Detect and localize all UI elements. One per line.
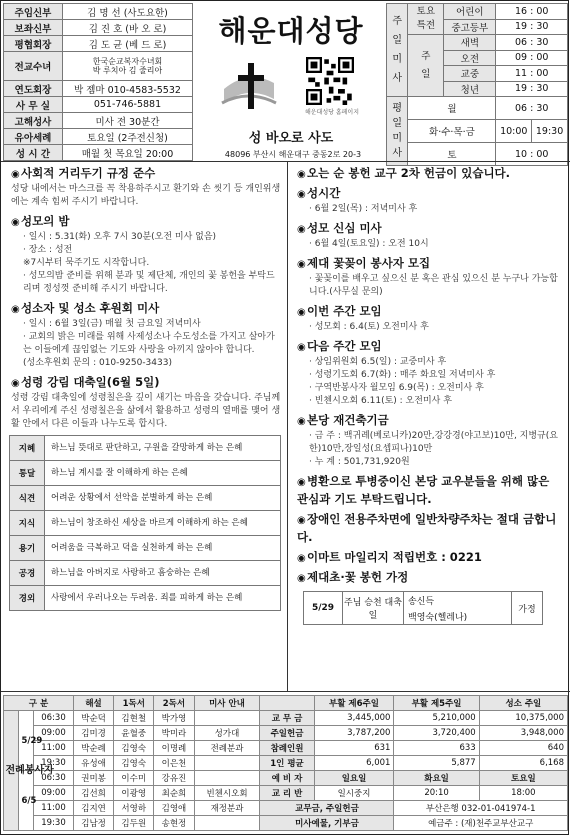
notice-altar-flowers (297, 569, 562, 625)
reader-1: 윤혈중 (114, 726, 154, 741)
reader-2: 강유진 (154, 771, 194, 786)
staff-name: 매월 첫 목요일 20:00 (63, 145, 193, 161)
notice-line: · 구역반봉사자 월모임 6.9(목) : 오전미사 후 (309, 383, 484, 393)
sisters-names: 박 루치아 김 줄리아 (92, 66, 163, 75)
mass-time: 19:30 (34, 756, 74, 771)
gift-name: 지식 (10, 511, 45, 536)
bullet-icon: ◉ (297, 553, 306, 564)
notice-line: · 6월 4일(토요일) : 오전 10시 (309, 239, 429, 249)
staff-role: 고해성사 (4, 113, 63, 129)
gift-desc: 어려운 상황에서 선악을 분별하게 하는 은혜 (45, 486, 281, 511)
notice-line: · 일시 : 5.31(화) 오후 7시 30분(오전 미사 없음) (23, 232, 217, 242)
bullet-icon: ◉ (11, 217, 20, 228)
staff-role: 주임신부 (4, 4, 63, 20)
staff-name: 김 진 호 (바 오 로) (63, 20, 193, 36)
sunday-label: 주일 (408, 35, 444, 97)
mass-schedule (386, 3, 568, 166)
date-cell: 6/5 (19, 771, 34, 831)
reader-1: 김두원 (114, 816, 154, 831)
left-column (3, 161, 287, 611)
staff-table (3, 3, 193, 161)
reader-2: 이은천 (154, 756, 194, 771)
staff-role: 성 시 간 (4, 145, 63, 161)
notice-line: (성소후원회 문의 : 010-9250-3433) (23, 358, 172, 368)
liturgy-volunteers-label: 전례봉사자 (4, 711, 19, 831)
notice-body: 성령 강림 대축일에 성령칠은을 깊이 새기는 마음을 갖습니다. 주님께서 우리에게 주신 성령칠은을 삶에서 활용하고 성령의 열매를 맺어 생활 안에서 다른 이들과 나누도록 합시다. (11, 393, 281, 429)
notice-mary-night (11, 213, 281, 296)
sisters-order: 한국순교복자수녀회 (92, 57, 163, 66)
catechumen-label: 예 비 자 (260, 771, 314, 786)
footer-header: 구 분 (4, 696, 74, 711)
staff-role: 유아세례 (4, 129, 63, 145)
staff-role: 전교수녀 (4, 52, 63, 81)
reader-2: 김영애 (154, 801, 194, 816)
finance-value: 631 (314, 741, 394, 756)
notice-second-collection (297, 165, 562, 181)
mass-time: 19 : 30 (496, 81, 568, 97)
mass-time: 11 : 00 (496, 66, 568, 82)
notice-emart (297, 549, 562, 565)
narrator: 유성애 (73, 756, 113, 771)
bullet-icon: ◉ (297, 259, 306, 270)
gift-desc: 하느님이 창조하신 세상을 바르게 이해하게 하는 은혜 (45, 511, 281, 536)
qr-label: 해운대성당 홈페이지 (304, 109, 360, 116)
catechumen-header: 일요일 (314, 771, 394, 786)
finance-value: 6,001 (314, 756, 394, 771)
gift-desc: 하느님 계시를 잘 이해하게 하는 은혜 (45, 461, 281, 486)
staff-name (63, 52, 193, 81)
reader-1: 김영숙 (114, 741, 154, 756)
footer-header: 2독서 (154, 696, 194, 711)
gift-name: 식견 (10, 486, 45, 511)
finance-header: 성소 주일 (479, 696, 567, 711)
weekday-name: 화·수·목·금 (408, 120, 496, 143)
gift-name: 통달 (10, 461, 45, 486)
mass-guide: 전례분과 (194, 741, 260, 756)
footer-header: 해설 (73, 696, 113, 711)
notice-line: · 금 주 : 백귀례(베로니카)20만,강강경(야고보)10만, 지병규(요한)10만,장일성(요셉피나)10만 (309, 431, 558, 454)
catechism-label: 교 리 반 (260, 786, 314, 801)
mass-guide: 성가대 (194, 726, 260, 741)
patron-saint: 성 바오로 사도 (248, 131, 334, 146)
mass-name: 중고등부 (444, 19, 496, 35)
column-divider (287, 161, 288, 691)
mass-guide: 재정분과 (194, 801, 260, 816)
staff-role: 평협회장 (4, 36, 63, 52)
staff-role: 보좌신부 (4, 20, 63, 36)
catechumen-header: 화요일 (394, 771, 479, 786)
narrator: 김미경 (73, 726, 113, 741)
bank-label: 미사예물, 기부금 (260, 816, 394, 831)
qr-code-icon (306, 57, 354, 105)
mass-time: 06:30 (34, 711, 74, 726)
finance-label: 참례인원 (260, 741, 314, 756)
finance-label: 1인 평균 (260, 756, 314, 771)
weekday-mass-label: 평일미사 (387, 97, 408, 166)
notice-building-fund (297, 412, 562, 469)
notice-vocation (11, 300, 281, 370)
parish-logo-icon (218, 59, 278, 117)
catechism-time: 18:00 (479, 786, 567, 801)
staff-name: 미사 전 30분간 (63, 113, 193, 129)
mass-name: 새벽 (444, 35, 496, 51)
saturday-label: 토요 특전 (408, 4, 444, 35)
notice-parking (297, 511, 562, 545)
notice-title: 이번 주간 모임 (307, 304, 382, 318)
bullet-icon: ◉ (297, 477, 306, 488)
narrator: 박순덕 (73, 711, 113, 726)
bulletin-header (196, 3, 386, 161)
bullet-icon: ◉ (11, 169, 20, 180)
catechumen-header: 토요일 (479, 771, 567, 786)
finance-value: 5,877 (394, 756, 479, 771)
flower-feast: 주님 승천 대축일 (343, 592, 404, 625)
gift-desc: 사랑에서 우러나오는 두려움. 죄를 피하게 하는 은혜 (45, 586, 281, 611)
flower-family-label: 가정 (512, 592, 543, 625)
bullet-icon: ◉ (297, 224, 306, 235)
reader-2: 최순희 (154, 786, 194, 801)
reader-2: 이명례 (154, 741, 194, 756)
bullet-icon: ◉ (297, 573, 306, 584)
finance-header: 부활 제5주일 (394, 696, 479, 711)
flower-donor: 송신득 (404, 592, 512, 609)
weekday-time: 06 : 30 (496, 97, 568, 120)
bullet-icon: ◉ (297, 416, 306, 427)
narrator: 김선희 (73, 786, 113, 801)
parish-address: 48096 부산시 해운대구 중동2로 20-3 (224, 150, 362, 159)
reader-1: 김영숙 (114, 756, 154, 771)
notice-flower-volunteers (297, 255, 562, 299)
bullet-icon: ◉ (11, 378, 20, 389)
mass-time: 19:30 (34, 816, 74, 831)
notice-title: 사회적 거리두기 규정 준수 (21, 166, 156, 180)
reader-1: 김현철 (114, 711, 154, 726)
holy-spirit-gifts-table (9, 435, 281, 611)
notice-body: 성당 내에서는 마스크를 꼭 착용하주시고 환기와 손 씻기 등 개인위생에는 계속 힘써 주시기 바랍니다. (11, 184, 281, 207)
gift-name: 공경 (10, 561, 45, 586)
mass-time: 06:30 (34, 771, 74, 786)
notice-line: · 교회의 밝은 미래를 위해 사제성소나 수도성소를 가지고 살아가는 이들에게 끊임없는 기도와 사랑을 아끼지 않아야 합니다. (23, 332, 275, 355)
gift-name: 용기 (10, 536, 45, 561)
notice-line: ※7시부터 묵주기도 시작합니다. (23, 258, 150, 268)
mass-name: 어린이 (444, 4, 496, 20)
notice-line: · 성모회 : 6.4(토) 오전미사 후 (309, 322, 429, 332)
notice-line: · 상임위원회 6.5(일) : 교중미사 후 (309, 357, 447, 367)
mass-time: 16 : 00 (496, 4, 568, 20)
flower-date: 5/29 (304, 592, 343, 625)
finance-header (260, 696, 314, 711)
narrator: 김남정 (73, 816, 113, 831)
reader-2: 박가영 (154, 711, 194, 726)
notice-title: 병환으로 투병중이신 본당 교우분들을 위해 많은 관심과 기도 부탁드립니다. (297, 474, 550, 506)
notice-title: 성모의 밤 (21, 214, 70, 228)
notice-sick-prayer (297, 473, 562, 507)
narrator: 박순례 (73, 741, 113, 756)
mass-guide (194, 816, 260, 831)
bullet-icon: ◉ (297, 307, 306, 318)
finance-value: 10,375,000 (479, 711, 567, 726)
notice-title: 제대 꽃꽂이 봉사자 모집 (307, 256, 431, 270)
footer-header: 1독서 (114, 696, 154, 711)
bullet-icon: ◉ (297, 342, 306, 353)
notice-title: 다음 주간 모임 (307, 339, 382, 353)
footer-header: 미사 안내 (194, 696, 260, 711)
mass-time: 09:00 (34, 726, 74, 741)
finance-label: 교 무 금 (260, 711, 314, 726)
narrator: 권미봉 (73, 771, 113, 786)
notice-distancing (11, 165, 281, 209)
notice-title: 이마트 마일리지 적립번호 : 0221 (307, 550, 482, 564)
notice-line: · 누 계 : 501,731,920원 (309, 457, 410, 467)
gift-desc: 하느님을 아버지로 사랑하고 흠숭하는 은혜 (45, 561, 281, 586)
mass-name: 청년 (444, 81, 496, 97)
finance-value: 3,787,200 (314, 726, 394, 741)
office-phone: 051-746-5881 (63, 97, 193, 113)
mass-guide (194, 771, 260, 786)
notice-title: 성소자 및 성소 후원회 미사 (21, 301, 160, 315)
notice-title: 성모 신심 미사 (307, 221, 382, 235)
weekday-name: 토 (408, 143, 496, 166)
weekday-time: 10 : 00 (496, 143, 568, 166)
reader-2: 박미라 (154, 726, 194, 741)
mass-time: 19 : 30 (496, 19, 568, 35)
notice-line: · 장소 : 성전 (23, 245, 73, 255)
notice-holy-hour (297, 185, 562, 216)
notice-line: · 꽃꽂이를 배우고 싶으신 분 혹은 관심 있으신 분 누구나 가능합니다.(사무실 문의) (309, 274, 558, 297)
mass-time: 11:00 (34, 801, 74, 816)
parish-title: 해운대성당 (218, 14, 364, 48)
bullet-icon: ◉ (297, 169, 306, 180)
notice-next-week (297, 338, 562, 408)
notice-line: · 빈첸시오회 6.11(토) : 오전미사 후 (309, 396, 452, 406)
finance-value: 640 (479, 741, 567, 756)
mass-time: 09:00 (34, 786, 74, 801)
catechism-time: 일시중지 (314, 786, 394, 801)
notice-line: · 성령기도회 6.7(화) : 매주 화요일 저녁미사 후 (309, 370, 496, 380)
mass-name: 오전 (444, 50, 496, 66)
mass-name: 교중 (444, 66, 496, 82)
sunday-mass-label: 주일미사 (387, 4, 408, 97)
right-column (289, 161, 568, 627)
notice-line: · 일시 : 6월 3일(금) 매월 첫 금요일 저녁미사 (23, 319, 201, 329)
finance-value: 5,210,000 (394, 711, 479, 726)
bank-label: 교무금, 주일헌금 (260, 801, 394, 816)
altar-flower-table (303, 591, 543, 625)
account-holder: 예금주 : (재)천주교부산교구 (394, 816, 568, 831)
gift-desc: 하느님 뜻대로 판단하고, 구원을 갈망하게 하는 은혜 (45, 436, 281, 461)
staff-name: 박 젬마 010-4583-5532 (63, 81, 193, 97)
footer-table (3, 695, 568, 831)
staff-name: 김 도 균 (베 드 로) (63, 36, 193, 52)
narrator: 김지연 (73, 801, 113, 816)
gift-name: 지혜 (10, 436, 45, 461)
date-cell: 5/29 (19, 711, 34, 771)
bullet-icon: ◉ (297, 189, 306, 200)
mass-time: 06 : 30 (496, 35, 568, 51)
finance-value: 633 (394, 741, 479, 756)
bullet-icon: ◉ (297, 515, 306, 526)
notice-title: 오는 순 봉헌 교구 2차 헌금이 있습니다. (307, 166, 511, 180)
reader-2: 송현정 (154, 816, 194, 831)
notice-line: · 성모의밤 준비를 위해 분과 및 제단체, 개인의 꽃 봉헌을 부탁드리며 정성껏 준비해 주시기 바랍니다. (23, 271, 275, 294)
notice-title: 본당 재건축기금 (307, 413, 389, 427)
finance-value: 3,445,000 (314, 711, 394, 726)
bank-account: 부산은행 032-01-041974-1 (394, 801, 568, 816)
staff-role: 연도회장 (4, 81, 63, 97)
notice-title: 장애인 전용주차면에 일반차량주차는 절대 금합니다. (297, 512, 557, 544)
finance-value: 3,948,000 (479, 726, 567, 741)
weekday-time: 19:30 (532, 120, 568, 143)
finance-value: 3,720,400 (394, 726, 479, 741)
bullet-icon: ◉ (11, 304, 20, 315)
flower-donor: 백영숙(헬레나) (404, 608, 512, 625)
footer-divider (1, 691, 570, 692)
finance-value: 6,168 (479, 756, 567, 771)
reader-1: 서영하 (114, 801, 154, 816)
staff-name: 김 명 선 (사도요한) (63, 4, 193, 20)
gift-desc: 어려움을 극복하고 덕을 실천하게 하는 은혜 (45, 536, 281, 561)
notice-this-week (297, 303, 562, 334)
notice-title: 제대초·꽃 봉헌 가정 (307, 570, 409, 584)
reader-1: 이광영 (114, 786, 154, 801)
mass-time: 11:00 (34, 741, 74, 756)
reader-1: 이수미 (114, 771, 154, 786)
finance-header: 부활 제6주일 (314, 696, 394, 711)
mass-time: 09 : 00 (496, 50, 568, 66)
mass-guide (194, 711, 260, 726)
catechism-time: 20:10 (394, 786, 479, 801)
notice-pentecost (11, 374, 281, 431)
finance-label: 주일헌금 (260, 726, 314, 741)
mass-guide (194, 756, 260, 771)
weekday-time: 10:00 (496, 120, 532, 143)
notice-line: · 6월 2일(목) : 저녁미사 후 (309, 204, 418, 214)
notice-title: 성시간 (307, 186, 341, 200)
staff-name: 토요일 (2주전신청) (63, 129, 193, 145)
notice-marian-mass (297, 220, 562, 251)
mass-guide: 빈첸시오회 (194, 786, 260, 801)
notice-title: 성령 강림 대축일(6월 5일) (21, 375, 160, 389)
weekday-name: 월 (408, 97, 496, 120)
gift-name: 경외 (10, 586, 45, 611)
staff-role: 사 무 실 (4, 97, 63, 113)
